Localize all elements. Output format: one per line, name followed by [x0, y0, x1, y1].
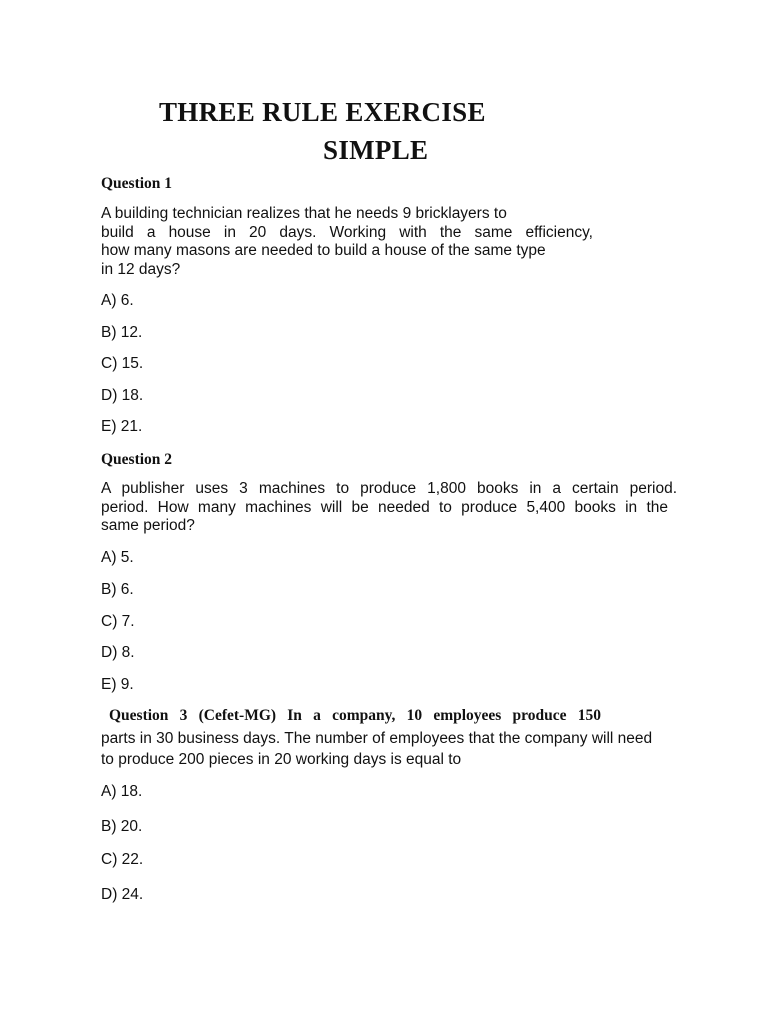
question-2-heading: Question 2 — [101, 451, 173, 468]
question-1-option-e: E) 21. — [101, 418, 143, 435]
question-1-heading: Question 1 — [101, 175, 173, 192]
question-2-option-d: D) 8. — [101, 644, 135, 661]
question-2-line-3: same period? — [101, 517, 195, 534]
question-1-line-3: how many masons are needed to build a house of the same type — [101, 242, 546, 259]
title-line-2: SIMPLE — [323, 135, 429, 165]
question-2-line-1: A publisher uses 3 machines to produce 1,800 books in a certain period. — [101, 480, 677, 497]
question-1-option-b: B) 12. — [101, 324, 143, 341]
question-2-option-b: B) 6. — [101, 581, 134, 598]
question-2-option-a: A) 5. — [101, 549, 134, 566]
question-1-line-1: A building technician realizes that he needs 9 bricklayers to — [101, 205, 507, 222]
question-1-line-4: in 12 days? — [101, 260, 181, 278]
question-2-option-c: C) 7. — [101, 613, 135, 630]
question-3-text — [101, 728, 652, 770]
question-3-heading: Question 3 (Cefet-MG) In a company, 10 employees produce 150 — [109, 707, 601, 724]
question-3-option-c: C) 22. — [101, 851, 144, 868]
question-3-option-b: B) 20. — [101, 818, 143, 835]
title-line-1: THREE RULE EXERCISE — [159, 97, 486, 127]
question-2-line-2: period. How many machines will be needed to produce 5,400 books in the — [101, 498, 668, 516]
question-3-option-d: D) 24. — [101, 886, 144, 903]
question-1-option-c: C) 15. — [101, 355, 144, 372]
question-1-option-d: D) 18. — [101, 387, 144, 404]
question-2-text — [101, 480, 679, 536]
question-3-line-2: to produce 200 pieces in 20 working days is equal to — [101, 751, 462, 768]
question-2-option-e: E) 9. — [101, 676, 134, 693]
question-3-line-1: parts in 30 business days. The number of employees that the company will need — [101, 730, 653, 747]
question-1-option-a: A) 6. — [101, 292, 134, 309]
question-1-line-2: build a house in 20 days. Working with the same efficiency, — [101, 223, 593, 241]
question-3-option-a: A) 18. — [101, 783, 143, 800]
question-1-text — [101, 205, 607, 279]
